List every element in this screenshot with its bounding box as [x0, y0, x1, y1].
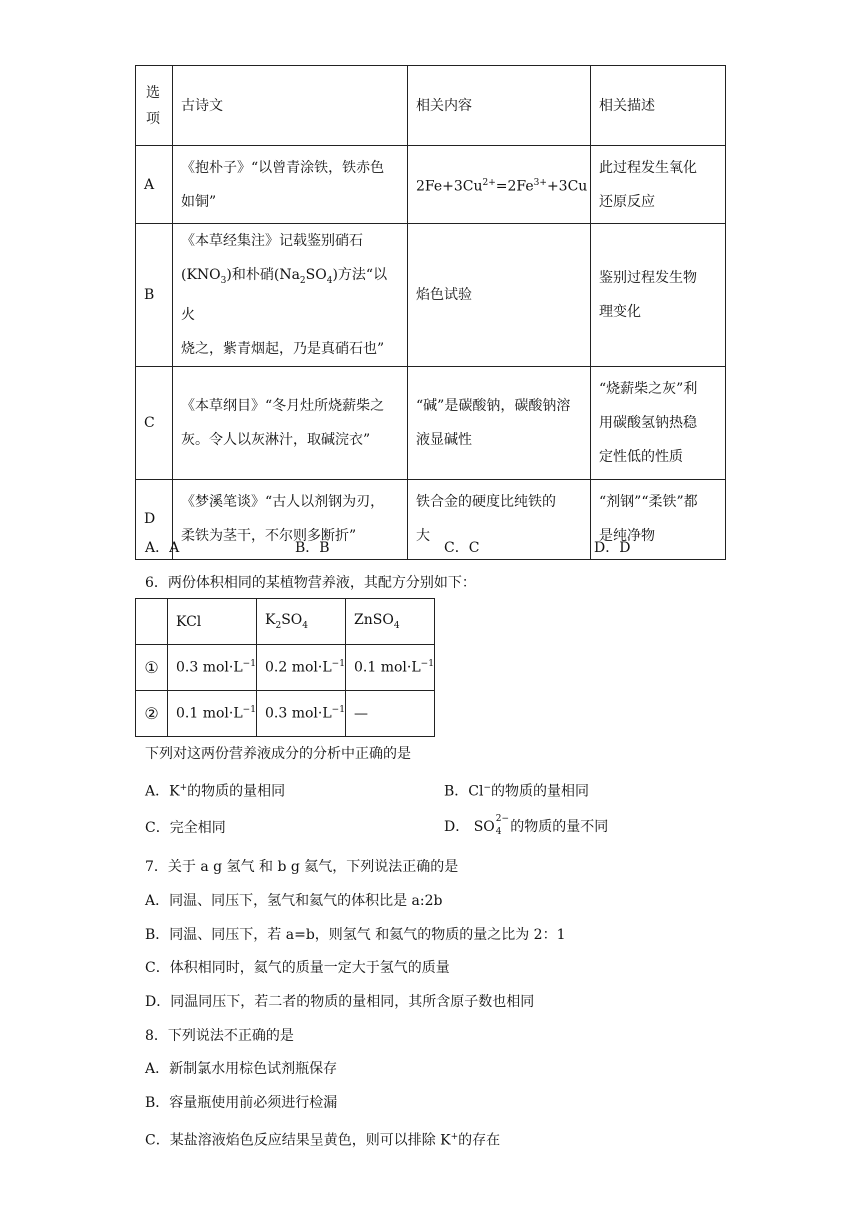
poem-cell: 《本草纲目》“冬月灶所烧薪柴之 灰。令人以灰淋汁，取碱浣衣”	[173, 366, 408, 479]
table-row-b	[136, 224, 726, 367]
q6-question: 下列对这两份营养液成分的分析中正确的是	[145, 746, 411, 762]
table-row-a	[136, 146, 726, 224]
header-poem: 古诗文	[173, 66, 408, 146]
description-cell: “剂钢”“柔铁”都 是纯净物	[591, 479, 726, 559]
cell: 0.2 $mol\cdot L^{-1}$	[257, 645, 346, 691]
q5-choice-d: D．D	[594, 540, 631, 556]
nutrient-row-2	[136, 691, 435, 737]
sulfate-charge: 2− 4	[495, 814, 510, 837]
col-kcl: KCl	[168, 599, 257, 645]
option-label: A	[136, 146, 173, 224]
q5-choice-b: B．B	[295, 540, 330, 556]
poetry-table	[135, 65, 726, 560]
poem-cell: 《梦溪笔谈》“古人以剂钢为刃， 柔铁为茎干，不尔则多断折”	[173, 479, 408, 559]
nutrient-table	[135, 598, 435, 737]
content-cell: “碱”是碳酸钠，碳酸钠溶 液显碱性	[408, 366, 591, 479]
header-description: 相关描述	[591, 66, 726, 146]
q6-stem: 6．两份体积相同的某植物营养液，其配方分别如下：	[145, 575, 476, 591]
description-cell: 鉴别过程发生物 理变化	[591, 224, 726, 367]
cell: 0.1 $mol\cdot L^{-1}$	[346, 645, 435, 691]
description-cell: “烧薪柴之灰”利 用碳酸氢钠热稳 定性低的性质	[591, 366, 726, 479]
col-znso4: ZnSO$_4$	[346, 599, 435, 645]
q7-choice-b: B．同温、同压下，若 a=b，则氢气 和氦气的物质的量之比为 2：1	[145, 927, 566, 943]
content-cell: $2Fe+3Cu^{2+}=2Fe^{3+}+3Cu$	[408, 146, 591, 224]
option-label: C	[136, 366, 173, 479]
header-option: 选项	[136, 66, 173, 146]
content-cell: 焰色试验	[408, 224, 591, 367]
q8-choice-b: B．容量瓶使用前必须进行检漏	[145, 1095, 338, 1111]
q7-stem: 7．关于 a g 氢气 和 b g 氦气，下列说法正确的是	[145, 859, 459, 875]
cell: 0.1 $mol\cdot L^{-1}$	[168, 691, 257, 737]
content-cell: 铁合金的硬度比纯铁的 大	[408, 479, 591, 559]
q6-choice-a: A．K+的物质的量相同	[145, 783, 286, 800]
q5-choice-c: C．C	[444, 540, 480, 556]
corner-cell	[136, 599, 168, 645]
option-label: B	[136, 224, 173, 367]
table-row-d	[136, 479, 726, 559]
description-cell: 此过程发生氧化 还原反应	[591, 146, 726, 224]
table-header-row	[136, 66, 726, 146]
option-label: D	[136, 479, 173, 559]
q8-choice-a: A．新制氯水用棕色试剂瓶保存	[145, 1061, 338, 1077]
q7-choice-c: C．体积相同时，氦气的质量一定大于氢气的质量	[145, 960, 450, 976]
row-label: ②	[136, 691, 168, 737]
q8-stem: 8．下列说法不正确的是	[145, 1028, 294, 1044]
q6-choice-b: B．Cl−的物质的量相同	[444, 783, 590, 800]
q8-choice-c: C．某盐溶液焰色反应结果呈黄色，则可以排除 K+的存在	[145, 1132, 501, 1149]
q7-choice-d: D．同温同压下，若二者的物质的量相同，其所含原子数也相同	[145, 994, 535, 1010]
cell: 0.3 $mol\cdot L^{-1}$	[257, 691, 346, 737]
q6-choice-d: D． SO 2− 4 的物质的量不同	[444, 814, 609, 837]
nutrient-header-row	[136, 599, 435, 645]
table-row-c	[136, 366, 726, 479]
nutrient-row-1	[136, 645, 435, 691]
cell: —	[346, 691, 435, 737]
col-k2so4: $K_2SO_4$	[257, 599, 346, 645]
q7-choice-a: A．同温、同压下，氢气和氦气的体积比是 a:2b	[145, 893, 443, 909]
row-label: ①	[136, 645, 168, 691]
q5-choice-a: A．A	[145, 540, 180, 556]
header-content: 相关内容	[408, 66, 591, 146]
q6-choice-c: C．完全相同	[145, 820, 226, 836]
cell: 0.3 $mol\cdot L^{-1}$	[168, 645, 257, 691]
poem-cell: 《抱朴子》“以曾青涂铁，铁赤色 如铜”	[173, 146, 408, 224]
poem-cell: 《本草经集注》记载鉴别硝石 $(KNO_3)$和朴硝$(Na_2SO_4)$方法“以火 烧之，紫青烟起，乃是真硝石也”	[173, 224, 408, 367]
